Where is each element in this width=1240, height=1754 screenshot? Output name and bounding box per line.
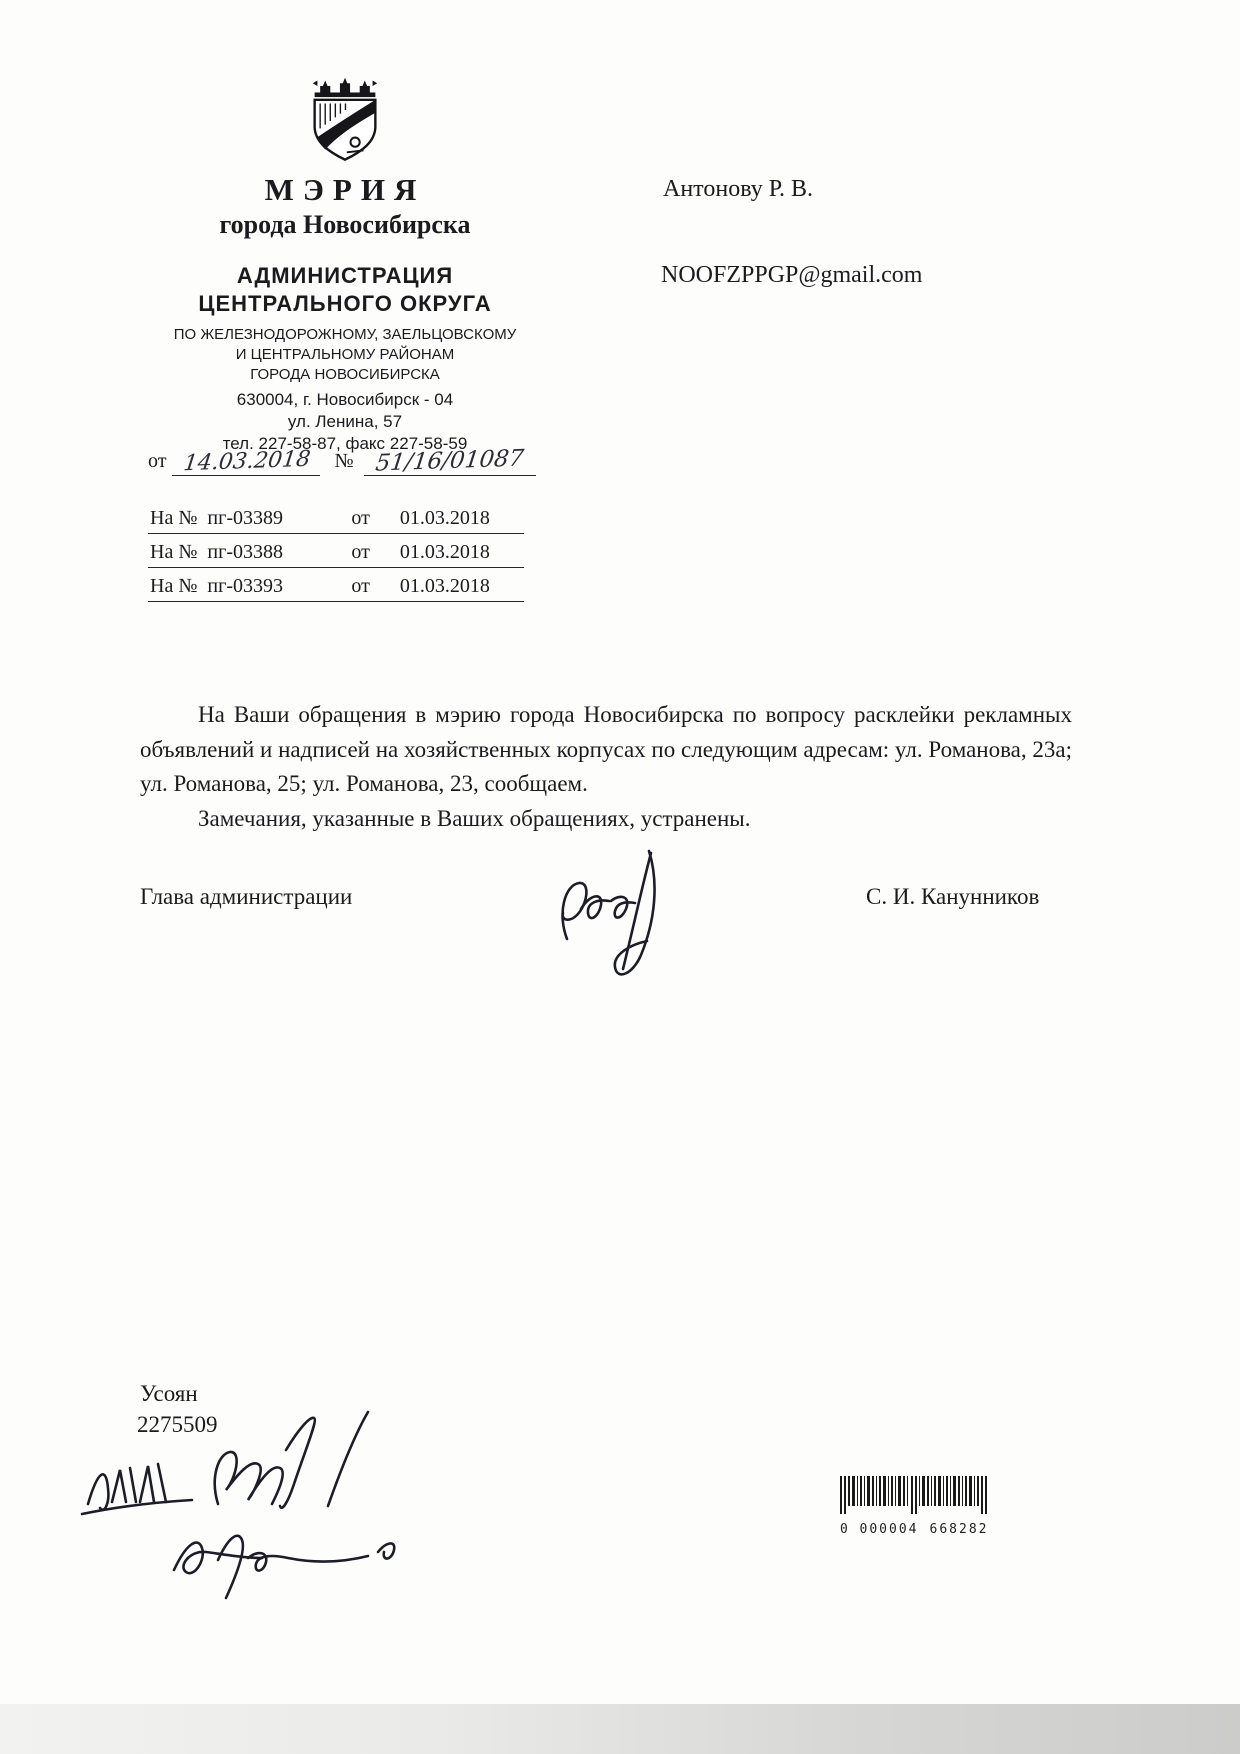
barcode-group-1: 000004 <box>859 1522 919 1537</box>
outgoing-date-field <box>172 446 320 477</box>
reference-row <box>148 573 524 602</box>
emblem-wrap <box>120 78 570 164</box>
handwritten-number: 51/16/01087 <box>374 445 526 477</box>
barcode-bars-icon <box>840 1476 1000 1516</box>
reference-row <box>148 539 524 568</box>
outgoing-no-label: № <box>334 450 354 472</box>
ref-number: пг-03393 <box>207 575 283 597</box>
executor-phone: 2275509 <box>137 1412 218 1437</box>
ref-number: пг-03389 <box>207 507 283 529</box>
handwritten-date: 14.03.2018 <box>181 446 312 477</box>
handwritten-signature-icon <box>545 843 715 993</box>
body-paragraph-2: Замечания, указанные в Ваших обращениях, устранены. <box>198 805 751 831</box>
recipient-email: NOOFZPPGP@gmail.com <box>661 262 923 288</box>
ref-number: пг-03388 <box>207 541 283 563</box>
body-paragraph-1: На Ваши обращения в мэрию города Новосибирска по вопросу расклейки рекламных объявлений и надписей на хозяйственных корпусах по следующим адресам: ул. Романова, 23а; ул. Романова, 25; ул. Романова, 23, сообщаем. <box>140 702 1072 796</box>
ref-date: 01.03.2018 <box>399 541 490 563</box>
district-line-1: ПО ЖЕЛЕЗНОДОРОЖНОМУ, ЗАЕЛЬЦОВСКОМУ <box>173 326 517 343</box>
signer-position: Глава администрации <box>140 884 353 909</box>
ref-from-label: от <box>351 541 370 563</box>
outgoing-number-row <box>148 445 536 477</box>
org-name-mayor: МЭРИЯ <box>264 172 426 207</box>
barcode-digit-left: 0 <box>840 1522 848 1537</box>
outgoing-number-field <box>364 445 536 477</box>
admin-line-2: ЦЕНТРАЛЬНОГО ОКРУГА <box>198 290 492 316</box>
novosibirsk-coat-of-arms-icon <box>299 78 391 164</box>
ref-on-label: На № <box>150 575 198 597</box>
handwritten-scribbles-icon <box>76 1408 416 1613</box>
letterhead <box>120 78 570 455</box>
footer-signatures <box>76 1408 416 1618</box>
ref-from-label: от <box>351 507 370 529</box>
postal-address: 630004, г. Новосибирск - 04 <box>236 389 454 409</box>
recipient-name: Антонову Р. В. <box>663 176 814 202</box>
ref-from-label: от <box>351 575 370 597</box>
reference-row <box>148 505 524 534</box>
incoming-references <box>148 505 524 607</box>
letter-body <box>140 698 1072 836</box>
barcode <box>840 1476 1012 1537</box>
signer-name: С. И. Канунников <box>866 884 1040 909</box>
outgoing-from-label: от <box>148 450 167 472</box>
ref-date: 01.03.2018 <box>399 575 490 597</box>
barcode-digits <box>840 1522 1012 1537</box>
barcode-group-2: 668282 <box>929 1522 989 1537</box>
district-line-3: ГОРОДА НОВОСИБИРСКА <box>250 365 440 383</box>
ref-on-label: На № <box>150 507 198 529</box>
executor-name: Усоян <box>140 1381 198 1406</box>
street-address: ул. Ленина, 57 <box>287 411 403 431</box>
admin-line-1: АДМИНИСТРАЦИЯ <box>236 263 454 288</box>
signature-stroke <box>545 843 715 998</box>
scan-edge-artifact <box>0 1704 1240 1754</box>
ref-on-label: На № <box>150 541 198 563</box>
district-line-2: И ЦЕНТРАЛЬНОМУ РАЙОНАМ <box>235 345 455 363</box>
ref-date: 01.03.2018 <box>399 507 490 529</box>
org-name-city: города Новосибирска <box>219 210 471 239</box>
phone-fax: тел. 227-58-87, факс 227-58-59 <box>222 434 468 453</box>
